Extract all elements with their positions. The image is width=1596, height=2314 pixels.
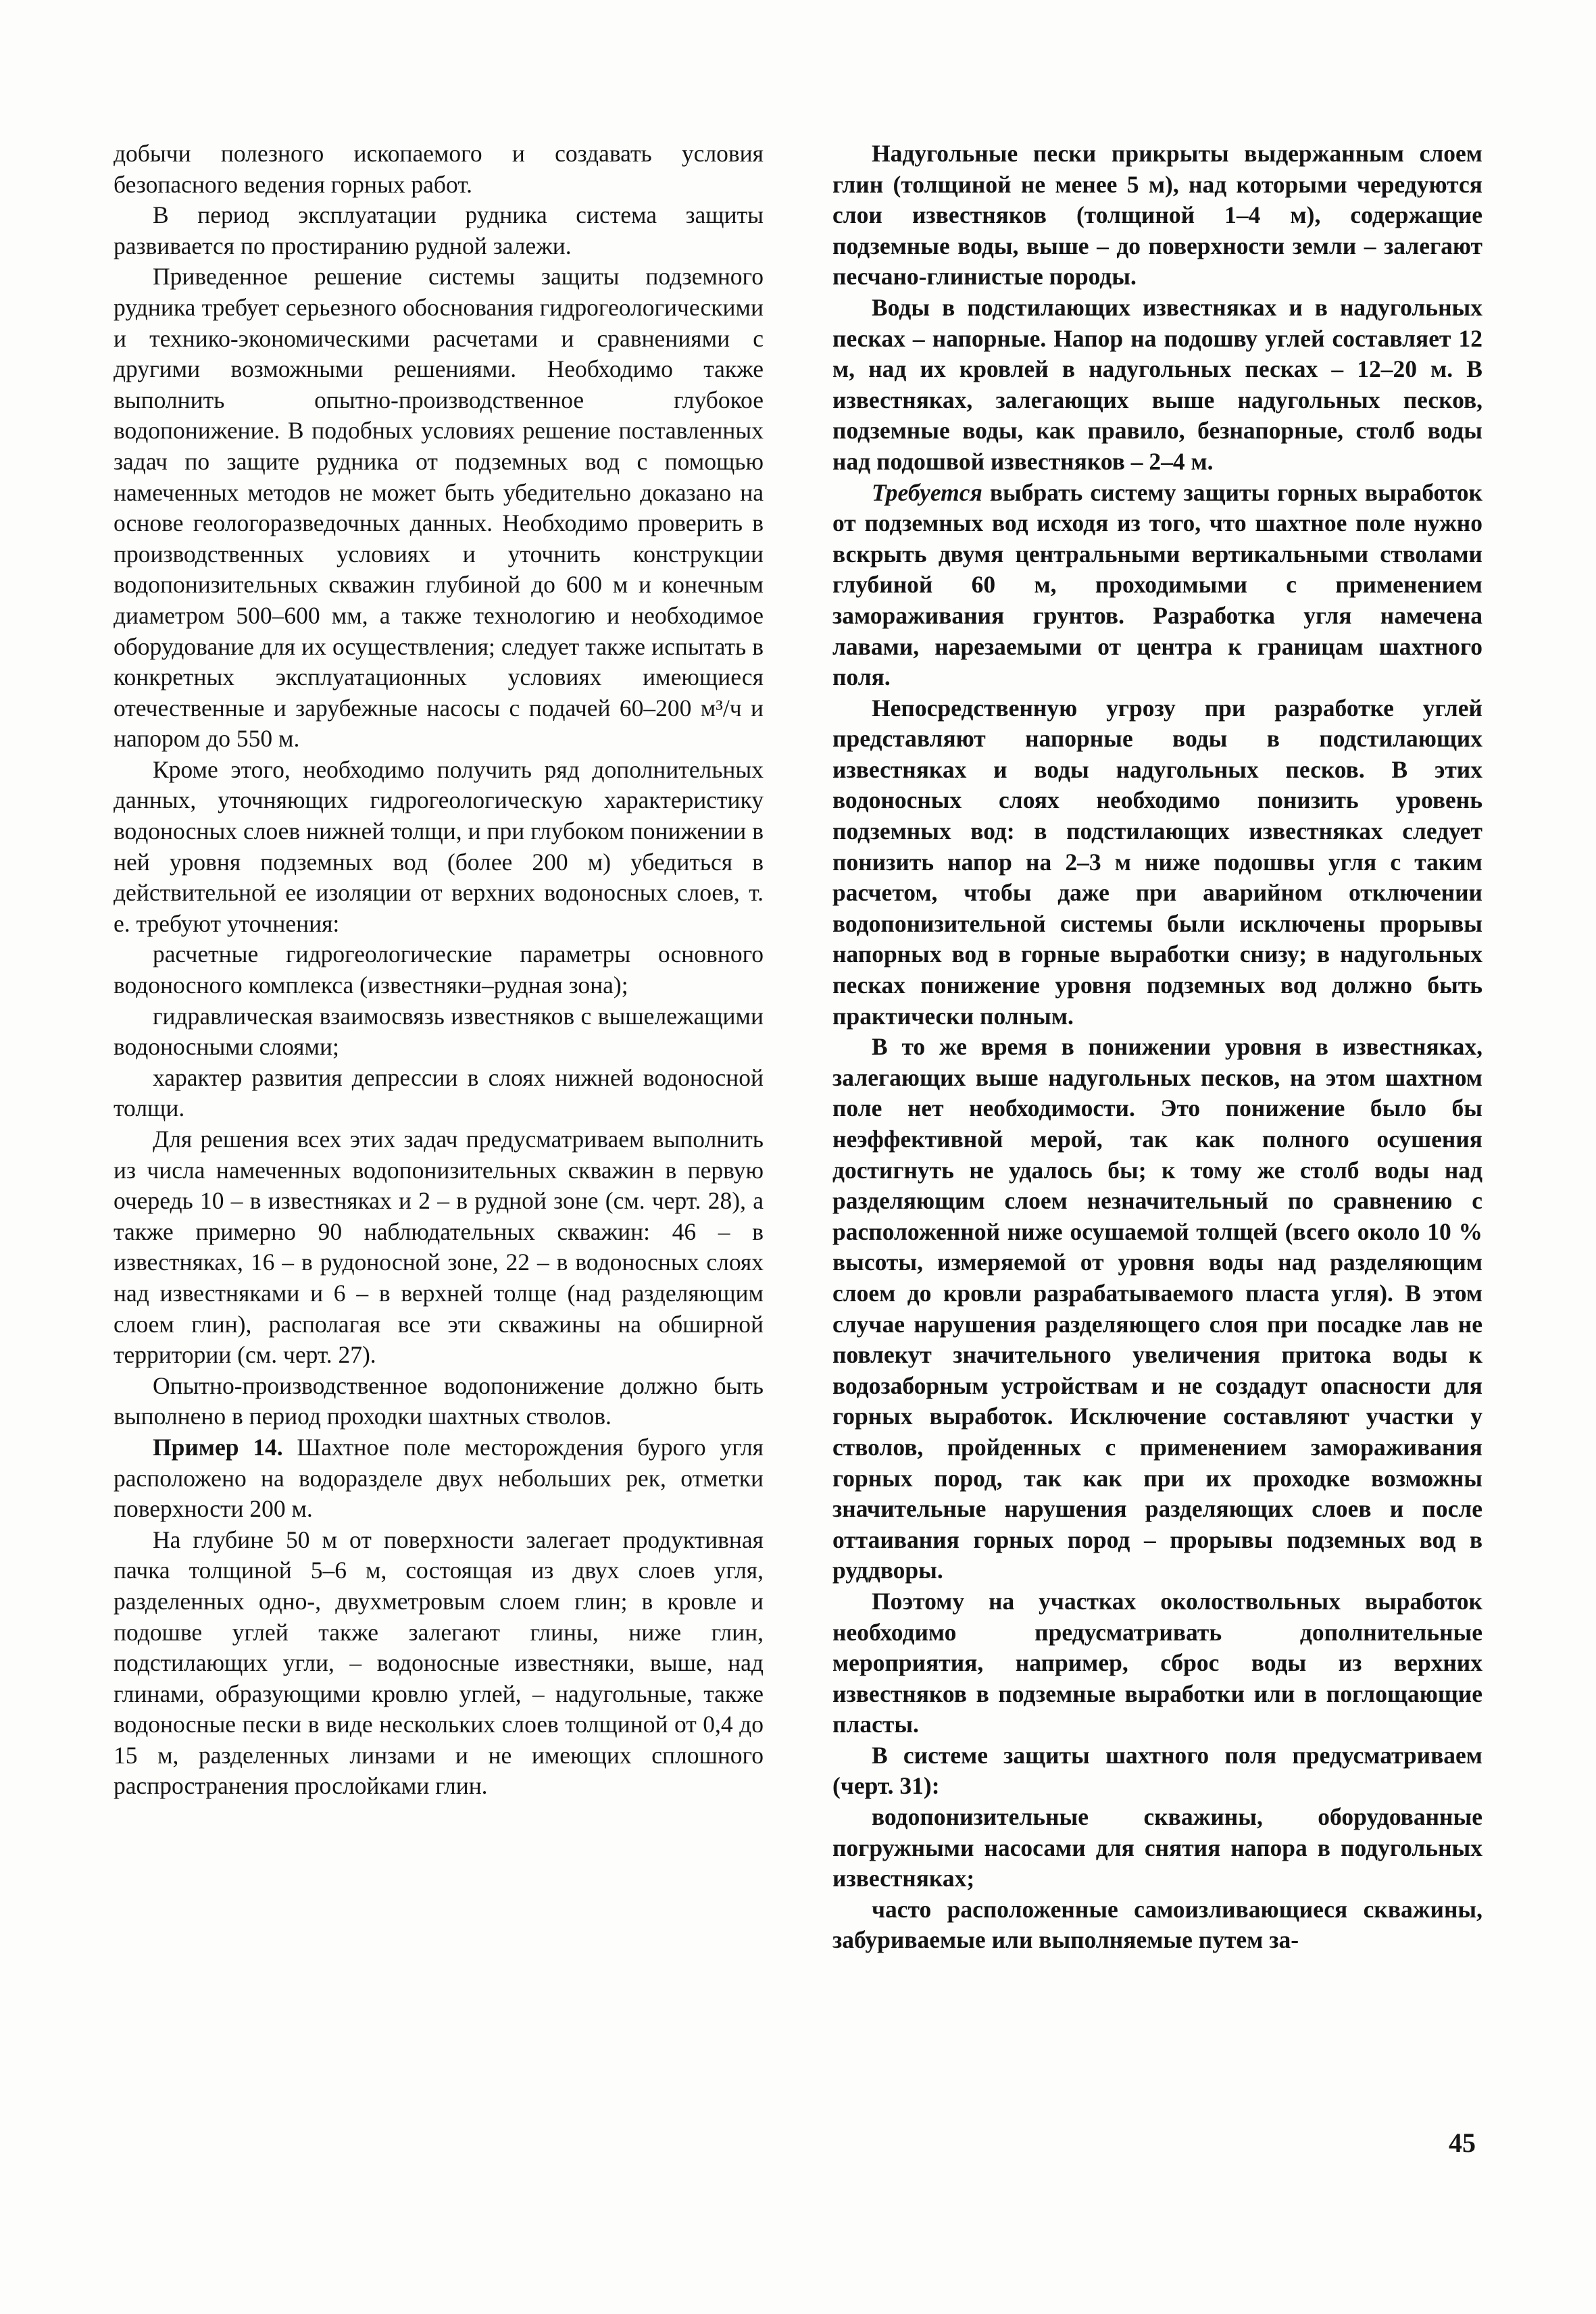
- paragraph: В то же время в понижении уровня в известняках, залегающих выше надугольных песков, на этом шахтном поле нет необходимости. Это понижение было бы неэффективной мерой, так как полного осушения достигнуть не удалось бы; к тому же столб воды над разделяющим слоем незначительный по сравнению с расположенной ниже осушаемой толщей (всего около 10 % высоты, измеряемой от уровня воды над разделяющим слоем до кровли разрабатываемого пласта угля). В этом случае нарушения разделяющего слоя при посадке лав не повлекут значительного увеличения притока воды к водозаборным устройствам и не создадут опасности для горных выработок. Исключение составляют участки у стволов, пройденных с применением замораживания горных пород, так как при их проходке возможны значительные нарушения разделяющих слоев и после оттаивания горных пород – прорывы подземных вод в руддворы.: [832, 1033, 1482, 1584]
- paragraph: Непосредственную угрозу при разработке углей представляют напорные воды в подстилающих известняках и воды надугольных песков. В этих водоносных слоях необходимо понизить уровень подземных вод: в подстилающих известняках следует понизить напор на 2–3 м ниже подошвы угля с таким расчетом, чтобы даже при аварийном отключении водопонизительной системы были исключены прорывы напорных вод в горные выработки снизу; в надугольных песках понижение уровня подземных вод должно быть практически полным.: [832, 694, 1482, 1030]
- paragraph: Надугольные пески прикрыты выдержанным слоем глин (толщиной не менее 5 м), над которыми чередуются слои известняков (толщиной 1–4 м), содержащие подземные воды, выше – до поверхности земли – залегают песчано-глинистые породы.: [832, 140, 1482, 291]
- paragraph: В период эксплуатации рудника система защиты развивается по простиранию рудной залежи.: [114, 201, 764, 259]
- right-column: [832, 139, 1482, 1956]
- paragraph: Опытно-производственное водопонижение должно быть выполнено в период проходки шахтных стволов.: [114, 1372, 764, 1430]
- list-item: характер развития депрессии в слоях нижней водоносной толщи.: [114, 1063, 764, 1122]
- example-text: Шахтное поле месторождения бурого угля расположено на водоразделе двух небольших рек, отметки поверхности 200 м.: [114, 1433, 764, 1523]
- requirement-word: Требуется: [872, 478, 982, 506]
- example-label: Пример 14.: [153, 1433, 283, 1461]
- paragraph: Для решения всех этих задач предусматриваем выполнить из числа намеченных водопонизительных скважин в первую очередь 10 – в известняках и 2 – в рудной зоне (см. черт. 28), а также примерно 90 наблюдательных скважин: 46 – в известняках, 16 – в рудоносной зоне, 22 – в водоносных слоях над известняками и 6 – в верхней толще (над разделяющим слоем глин), располагая все эти скважины на обширной территории (см. черт. 27).: [114, 1126, 764, 1369]
- list-item: водопонизительные скважины, оборудованные погружными насосами для снятия напора в подугольных известняках;: [832, 1803, 1482, 1892]
- list-item: гидравлическая взаимосвязь известняков с вышележащими водоносными слоями;: [114, 1002, 764, 1061]
- paragraph: На глубине 50 м от поверхности залегает продуктивная пачка толщиной 5–6 м, состоящая из двух слоев угля, разделенных одно-, двухметровым слоем глин; в кровле и подошве углей также залегают глины, ниже глин, подстилающих угли, – водоносные известняки, выше, над глинами, образующими кровлю углей, – надугольные, также водоносные пески в виде нескольких слоев толщиной от 0,4 до 15 м, разделенных линзами и не имеющих сплошного распространения прослойками глин.: [114, 1526, 764, 1800]
- list-item: часто расположенные самоизливающиеся скважины, забуриваемые или выполняемые путем за-: [832, 1895, 1482, 1954]
- requirement-paragraph: [832, 478, 1482, 693]
- paragraph: В системе защиты шахтного поля предусматриваем (черт. 31):: [832, 1741, 1482, 1800]
- paragraph: Приведенное решение системы защиты подземного рудника требует серьезного обоснования гидрогеологическими и технико-экономическими расчетами и сравнениями с другими возможными решениями. Необходимо также выполнить опытно-производственное глубокое водопонижение. В подобных условиях решение поставленных задач по защите рудника от подземных вод с помощью намеченных методов не может быть убедительно доказано на основе геологоразведочных данных. Необходимо проверить в производственных условиях и уточнить конструкции водопонизительных скважин глубиной до 600 м и конечным диаметром 500–600 мм, а также технологию и необходимое оборудование для их осуществления; следует также испытать в конкретных эксплуатационных условиях имеющиеся отечественные и зарубежные насосы с подачей 60–200 м³/ч и напором до 550 м.: [114, 263, 764, 753]
- paragraph: Поэтому на участках околоствольных выработок необходимо предусматривать дополнительные мероприятия, например, сброс воды из верхних известняков в подземные выработки или в поглощающие пласты.: [832, 1587, 1482, 1738]
- paragraph: Воды в подстилающих известняках и в надугольных песках – напорные. Напор на подошву углей составляет 12 м, над их кровлей в надугольных песках – 12–20 м. В известняках, залегающих выше надугольных песков, подземные воды, как правило, безнапорные, столб воды над подошвой известняков – 2–4 м.: [832, 293, 1482, 475]
- page-number: 45: [1449, 2128, 1476, 2158]
- paragraph: добычи полезного ископаемого и создавать условия безопасного ведения горных работ.: [114, 140, 764, 198]
- left-column: [114, 139, 764, 1802]
- example-paragraph: [114, 1432, 764, 1525]
- paragraph: Кроме этого, необходимо получить ряд дополнительных данных, уточняющих гидрогеологическую характеристику водоносных слоев нижней толщи, и при глубоком понижении в ней уровня подземных вод (более 200 м) убедиться в действительной ее изоляции от верхних водоносных слоев, т. е. требуют уточнения:: [114, 755, 764, 937]
- requirement-text: выбрать систему защиты горных выработок от подземных вод исходя из того, что шахтное поле нужно вскрыть двумя центральными вертикальными стволами глубиной 60 м, проходимыми с применением замораживания грунтов. Разработка угля намечена лавами, нарезаемыми от центра к границам шахтного поля.: [832, 478, 1482, 691]
- list-item: расчетные гидрогеологические параметры основного водоносного комплекса (известняки–рудная зона);: [114, 940, 764, 999]
